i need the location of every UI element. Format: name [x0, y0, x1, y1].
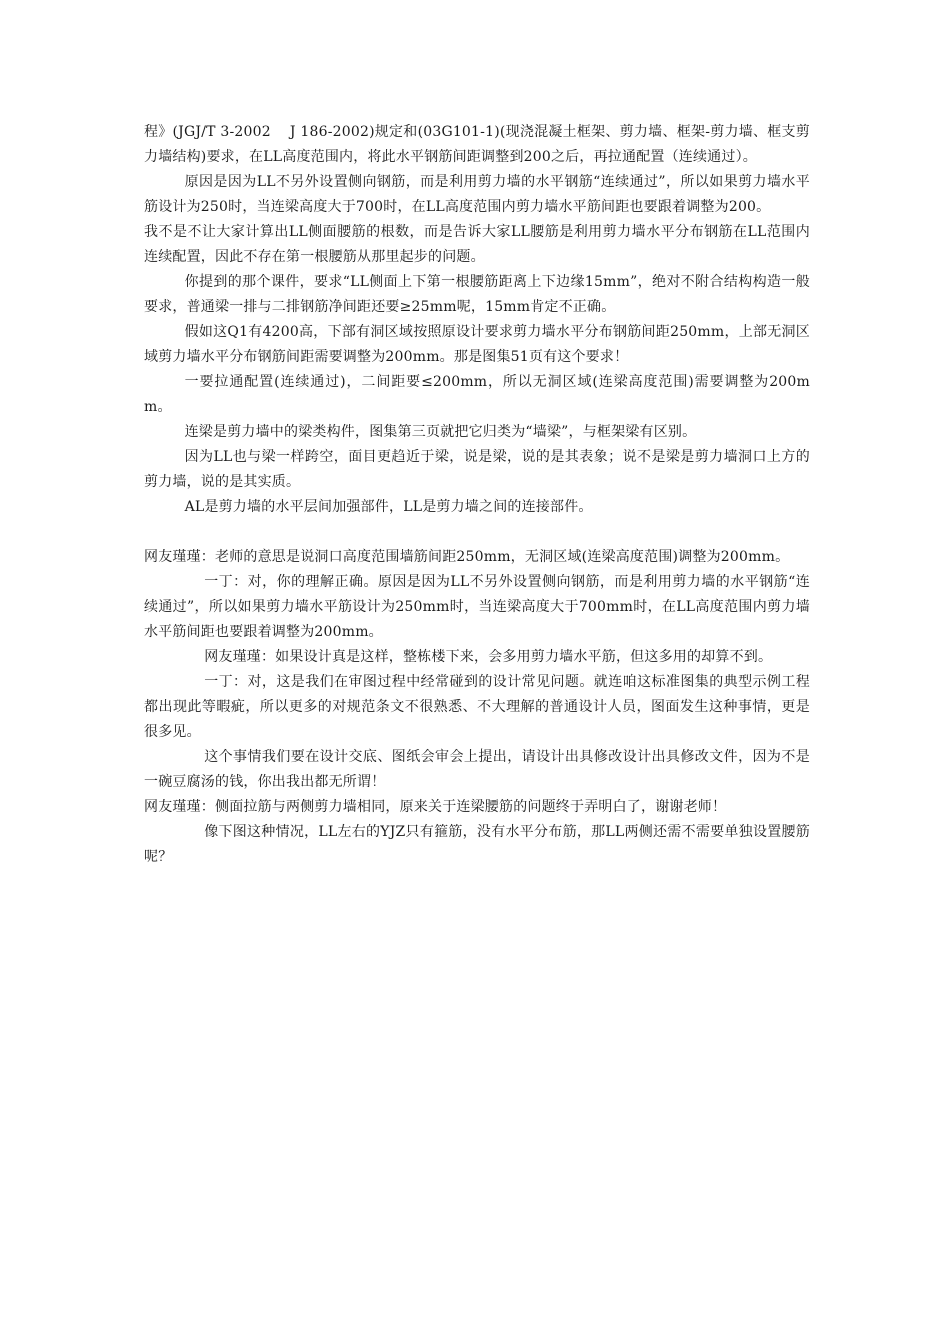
paragraph-wall-beam: 连梁是剪力墙中的梁类构件，图集第三页就把它归类为“墙梁”，与框架梁有区别。 [184, 424, 697, 440]
dialog-user-question-3: 像下图这种情况，LL左右的YJZ只有箍筋，没有水平分布筋，那LL两侧还需不需要单独设置腰筋呢？ [144, 824, 810, 865]
paragraph-q1-example: 假如这Q1有4200高，下部有洞区域按照原设计要求剪力墙水平分布钢筋间距250mm，上部无洞区域剪力墙水平分布钢筋间距需要调整为200mm。那是图集51页有这个要求！ [144, 324, 810, 365]
paragraph-gap [144, 520, 810, 545]
paragraph-al-ll: AL是剪力墙的水平层间加强部件，LL是剪力墙之间的连接部件。 [184, 499, 593, 515]
dialog-user-question-2: 网友瑾瑾：如果设计真是这样，整栋楼下来，会多用剪力墙水平筋，但这多用的却算不到。 [204, 649, 773, 665]
paragraph-spacing-rule: 一要拉通配置(连续通过)，二间距要≤200mm，所以无洞区域(连梁高度范围)需要调整为200mm。 [144, 374, 810, 415]
paragraph-reason: 原因是因为LL不另外设置侧向钢筋，而是利用剪力墙的水平钢筋“连续通过”，所以如果剪力墙水平筋设计为250时，当连梁高度大于700时，在LL高度范围内剪力墙水平筋间距也要跟着调整为200。 [144, 174, 810, 215]
paragraph-ll-nature: 因为LL也与梁一样跨空，面目更趋近于梁，说是梁，说的是其表象；说不是梁是剪力墙洞口上方的剪力墙，说的是其实质。 [144, 449, 810, 490]
paragraph-code-reference: 程》(JGJ/T 3-2002 J 186-2002)规定和(03G101-1)(现浇混凝土框架、剪力墙、框架-剪力墙、框支剪力墙结构)要求，在LL高度范围内，将此水平钢筋间距调整到200之后，再拉通配置（连续通过）。 [144, 124, 810, 165]
paragraph-waist-bar-count: 我不是不让大家计算出LL侧面腰筋的根数，而是告诉大家LL腰筋是利用剪力墙水平分布钢筋在LL范围内连续配置，因此不存在第一根腰筋从那里起步的问题。 [144, 224, 810, 265]
dialog-user-question-1: 网友瑾瑾：老师的意思是说洞口高度范围墙筋间距250mm，无洞区域(连梁高度范围)调整为200mm。 [144, 549, 790, 565]
document-page [144, 120, 810, 870]
dialog-teacher-advice: 这个事情我们要在设计交底、图纸会审会上提出，请设计出具修改设计出具修改文件，因为不是一碗豆腐汤的钱，你出我出都无所谓！ [144, 749, 810, 790]
dialog-user-thanks: 网友瑾瑾：侧面拉筋与两侧剪力墙相同，原来关于连梁腰筋的问题终于弄明白了，谢谢老师！ [144, 799, 727, 815]
paragraph-courseware: 你提到的那个课件，要求“LL侧面上下第一根腰筋距离上下边缘15mm”，绝对不附合结构构造一般要求，普通梁一排与二排钢筋净间距还要≥25mm呢，15mm肯定不正确。 [144, 274, 810, 315]
dialog-teacher-answer-1: 一丁：对，你的理解正确。原因是因为LL不另外设置侧向钢筋，而是利用剪力墙的水平钢筋“连续通过”，所以如果剪力墙水平筋设计为250mm时，当连梁高度大于700mm时，在LL高度范围内剪力墙水平筋间距也要跟着调整为200mm。 [144, 574, 810, 640]
dialog-teacher-answer-2: 一丁：对，这是我们在审图过程中经常碰到的设计常见问题。就连咱这标准图集的典型示例工程都出现此等暇疵，所以更多的对规范条文不很熟悉、不大理解的普通设计人员，图面发生这种事情，更是很多见。 [144, 674, 810, 740]
